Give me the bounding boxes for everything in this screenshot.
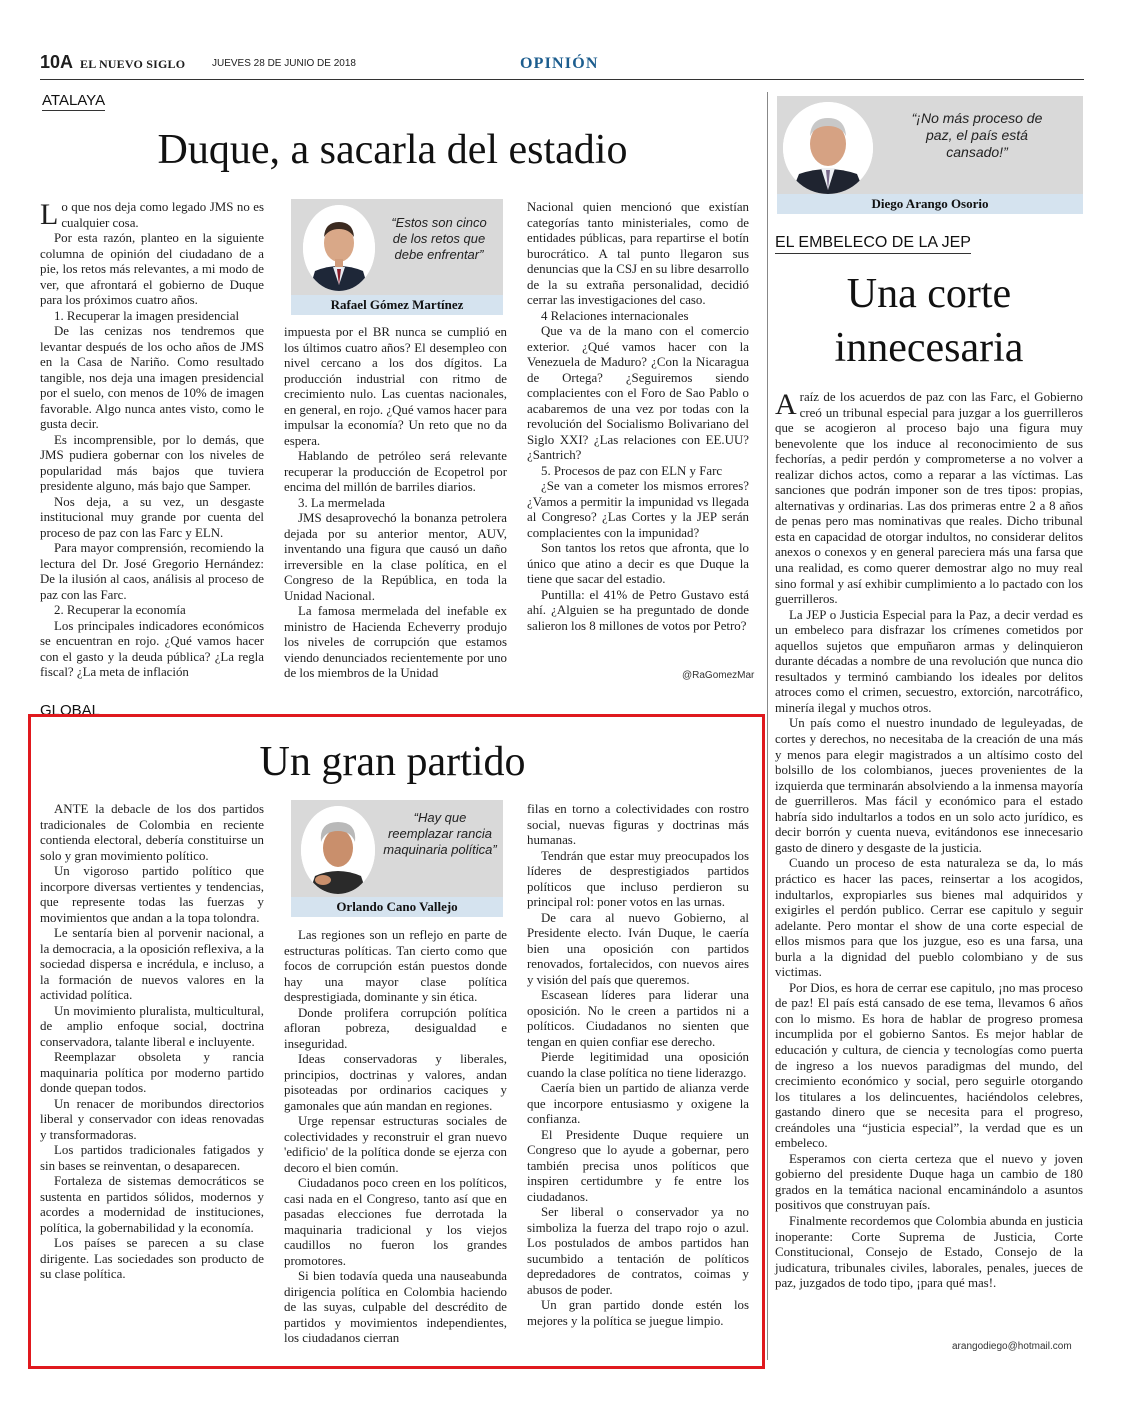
global-author-name: Orlando Cano Vallejo: [291, 897, 503, 917]
global-pull-quote: “Hay que reemplazar rancia maquinaria política”: [383, 810, 497, 857]
jep-headline-line-2: innecesaria: [834, 325, 1024, 371]
newspaper-name: EL NUEVO SIGLO: [80, 57, 186, 71]
jep-author-name: Diego Arango Osorio: [777, 194, 1083, 214]
global-paragraph: Los partidos tradicionales fatigados y sin bases se reinventan, o desaparecen.: [40, 1143, 264, 1173]
global-author-box: [291, 800, 503, 917]
global-paragraph: Un vigoroso partido político que incorpore diversas vertientes y tendencias, que represente todas las fuerzas y movimientos que andan a la topa tolondra.: [40, 864, 264, 925]
atalaya-kicker: ATALAYA: [42, 92, 106, 109]
atalaya-paragraph: Nacional quien mencionó que existían categorías tanto ministeriales, como de entidades públicas, para repartirse el botín burocrático. A tal punto llegaron sus denuncias que la CSJ en su libre desarrollo de la su extraña personalidad, decidió cerrar las investigaciones del caso.: [527, 200, 749, 307]
author-photo: [303, 205, 375, 291]
jep-author-email: arangodiego@hotmail.com: [952, 1341, 1072, 1352]
atalaya-subhead: 1. Recuperar la imagen presidencial: [54, 308, 240, 323]
atalaya-paragraph: Es incomprensible, por lo demás, que JMS pudiera gobernar con los niveles de popularidad más bajos que tuviera presidente alguno, más bajo que Samper.: [40, 432, 264, 493]
global-paragraph: De cara al nuevo Gobierno, al Presidente electo. Iván Duque, le caería bien una oposición con partidos renovados, fortalecidos, con nuevos aires y visión del país que queremos.: [527, 910, 749, 987]
global-column-3: [527, 802, 749, 1329]
global-paragraph: Un gran partido donde estén los mejores y la política se juegue limpio.: [527, 1298, 749, 1328]
atalaya-author-box: [291, 199, 503, 315]
global-paragraph: Ciudadanos poco creen en los políticos, casi nada en el Congreso, tanto así que en pasadas elecciones fue derrotada la maquinaria tradicional y los viejos caudillos no fueron los grandes promotores.: [284, 1176, 507, 1268]
atalaya-subhead: 4 Relaciones internacionales: [541, 308, 689, 323]
atalaya-paragraph: ¿Se van a cometer los mismos errores? ¿Vamos a permitir la impunidad vs llegada al Congreso? ¿Las Cortes y la JEP serán complacientes con la impunidad?: [527, 479, 749, 540]
jep-body: [775, 390, 1083, 1292]
global-column-2: [284, 928, 507, 1347]
jep-paragraph: Araíz de los acuerdos de paz con las Farc, el Gobierno creó un tribunal especial para juzgar a los guerrilleros que se acogieron al proceso bajo una figura muy benevolente que los induce al reconocimiento de sus fechorías, a pedir perdón y comprometerse a no volver a realizar dichos actos, como a reparar a las víctimas. Las sanciones que podrán imponer son de tres tipos: propias, alternativas y ordinarias. Las dos primeras entre 2 a 8 años de penas pero mas nominativas que reales. Dicho tribunal esta en capacidad de otorgar indultos, no considerar delitos anexos o conexos y en general pareciera más una farsa que una realidad, es como querer demostrar algo no muy real sino formal y así exhibir cumplimiento a lo pactado con los guerrilleros.: [775, 388, 1083, 607]
global-paragraph: Urge repensar estructuras sociales de colectividades y reconstruir el gran nuevo 'edificio' de la política donde se ejerza con decoro el bien común.: [284, 1114, 507, 1175]
global-paragraph: ANTE la debacle de los dos partidos tradicionales de Colombia en reciente contienda electoral, debería constituirse un solo y gran movimiento político.: [40, 802, 264, 863]
global-headline: Un gran partido: [259, 739, 526, 785]
atalaya-paragraph: Hablando de petróleo será relevante recuperar la producción de Ecopetrol por encima del millón de barriles diarios.: [284, 449, 507, 494]
jep-paragraph: La JEP o Justicia Especial para la Paz, a decir verdad es un embeleco para disfrazar los crímenes cometidos por aquellos sujetos que empuñaron armas y delinquieron durante décadas a nombre de una revolución que nunca dio resultados y terminó cambiando los ideales por delitos atroces como el crimen, secuestro, extorción, narcotráfico, minería ilegal y muchos otros.: [775, 607, 1083, 715]
atalaya-author-name: Rafael Gómez Martínez: [291, 295, 503, 315]
global-kicker: GLOBAL: [40, 702, 101, 719]
global-paragraph: Ser liberal o conservador ya no simboliza la fuerza del trapo rojo o azul. Los postulados de ambos partidos han sucumbido a tentación de políticos depredadores de contratos, coimas y abusos de poder.: [527, 1205, 749, 1297]
author-photo: [783, 102, 873, 194]
atalaya-paragraph: Para mayor comprensión, recomiendo la lectura del Dr. José Gregorio Hernández: De la ilusión al caos, análisis al proceso de paz con las Farc.: [40, 541, 264, 602]
issue-date: JUEVES 28 DE JUNIO DE 2018: [212, 58, 356, 69]
author-photo: [301, 806, 375, 894]
atalaya-column-2: [284, 325, 507, 682]
global-paragraph: El Presidente Duque requiere un Congreso que lo ayude a gobernar, pero también precisa unos políticos que inspiren certidumbre y fe entre los ciudadanos.: [527, 1127, 749, 1204]
atalaya-paragraph: Nos deja, a su vez, un desgaste institucional muy grande por cuenta del proceso de paz con las Farc y ELN.: [40, 494, 264, 540]
atalaya-paragraph: De las cenizas nos tendremos que levantar después de los ocho años de JMS en la Casa de Nariño. Como resultado tangible, nos deja una imagen presidencial por el suelo, con menos de 10% de imagen favorable. Algo nunca antes visto, como le gusta decir.: [40, 324, 264, 431]
page-header: [40, 50, 1084, 80]
atalaya-paragraph: Puntilla: el 41% de Petro Gustavo está ahí. ¿Alguien se ha preguntado de donde salieron los 8 millones de votos por Petro?: [527, 587, 749, 633]
global-paragraph: Fortaleza de sistemas democráticos se sustenta en partidos sólidos, modernos y acordes a modernidad de instituciones, política, la gobernabilidad y la economía.: [40, 1174, 264, 1235]
jep-paragraph: Esperamos con cierta certeza que el nuevo y joven gobierno del presidente Duque haga un cambio de 180 grados en la temática nacional encaminándolo a asuntos positivos que construyan país.: [775, 1151, 1083, 1213]
global-paragraph: Tendrán que estar muy preocupados los líderes de desprestigiados partidos políticos que incluso perdieron su principal rol: poner votos en las urnas.: [527, 848, 749, 909]
atalaya-paragraph: impuesta por el BR nunca se cumplió en los últimos cuatro años? El desempleo con nivel cercano a los dos dígitos. La producción industrial con ritmo de crecimiento nulo. Las cuentas nacionales, en general, en rojo. ¿Qué vamos hacer para impulsar la economía? Un reto que no da espera.: [284, 325, 507, 448]
atalaya-headline: Duque, a sacarla del estadio: [157, 127, 628, 173]
jep-pull-quote: “¡No más proceso de paz, el país está cansado!”: [911, 110, 1043, 160]
atalaya-subhead: 3. La mermelada: [298, 495, 385, 510]
atalaya-paragraph: Que va de la mano con el comercio exterior. ¿Qué vamos hacer con la Venezuela de Maduro? ¿Con la Nicaragua de Ortega? ¿Seguiremos siendo complacientes con el Foro de Sao Pablo o acabaremos de una vez por todas con la revolución del Socialismo Bolivariano del Siglo XXI? ¿Las relaciones con EE.UU? ¿Santrich?: [527, 324, 749, 462]
jep-kicker: EL EMBELECO DE LA JEP: [775, 234, 971, 254]
column-divider: [767, 92, 768, 1360]
global-paragraph: Un renacer de moribundos directorios liberal y conservador con ideas renovadas y transformadoras.: [40, 1096, 264, 1142]
atalaya-pull-quote: “Estos son cinco de los retos que debe enfrentar”: [391, 215, 487, 262]
drop-cap: L: [40, 198, 59, 231]
global-paragraph: Caería bien un partido de alianza verde que incorpore entusiasmo y oxigene la confianza.: [527, 1081, 749, 1126]
global-paragraph: Si bien todavía queda una nauseabunda dirigencia política en Colombia haciendo de las suyas, culpable del descrédito de partidos y movimientos independientes, los ciudadanos cierran: [284, 1269, 507, 1345]
atalaya-paragraph: Son tantos los retos que afronta, que lo único que atino a decir es que Duque la tiene que sacar del estadio.: [527, 541, 749, 586]
jep-paragraph: Un país como el nuestro inundado de leguleyadas, de cortes y derechos, no necesitaba de la creación de una más y menos para elegir magistrados a un altísimo costo del bolsillo de los colombianos, jueces provenientes de la izquierda que terminarán absolviendo a la inmensa mayoría de guerrilleros. Mas fácil y económico para el estado habría sido indultarlos a todos en un solo acto jurídico, es decir borrón y cuenta nueva, evitándonos ese innecesario gasto de dinero y desgaste de la justicia.: [775, 716, 1083, 855]
global-paragraph: Reemplazar obsoleta y rancia maquinaria política por moderno partido donde quepan todos.: [40, 1050, 264, 1095]
drop-cap: A: [775, 388, 797, 421]
atalaya-paragraph: Lo que nos deja como legado JMS no es cualquier cosa.: [40, 198, 264, 231]
global-paragraph: Ideas conservadoras y liberales, principios, doctrinas y valores, andan pisoteadas por ordinarios caciques y gamonales que aún mandan en regiones.: [284, 1052, 507, 1113]
atalaya-subhead: 5. Procesos de paz con ELN y Farc: [541, 463, 723, 478]
atalaya-paragraph: Los principales indicadores económicos se encuentran en rojo. ¿Qué vamos hacer con el gasto y la deuda pública? ¿La regla fiscal? ¿La meta de inflación: [40, 618, 264, 679]
jep-paragraph: Cuando un proceso de esta naturaleza se da, lo más práctico es hacer las paces, reinsertar a los acogidos, indultarlos, expropiarles sus bienes mal adquiridos y exigirles el perdón publico. Cerrar ese capitulo y seguir adelante. Pero montar el show de una corte especial de ellos mismos para que los juzgue, eso es una farsa, una burla a la dignidad del pueblo colombiano y de sus victimas.: [775, 856, 1083, 980]
jep-paragraph: Finalmente recordemos que Colombia abunda en justicia inoperante: Corte Suprema de Justicia, Corte Constitucional, Consejo de Estado, Consejo de la judicatura, tribunales civiles, laborales, penales, jueces de paz, juzgados de todo tipo, ¡para qué mas!.: [775, 1213, 1083, 1291]
global-paragraph: Las regiones son un reflejo en parte de estructuras políticas. Tan cierto como que focos de corrupción están puestos donde hay una mayor clase política desprestigiada, dominante y sin ética.: [284, 928, 507, 1004]
global-paragraph: Donde prolifera corrupción política afloran pobreza, desigualdad e inseguridad.: [284, 1005, 507, 1051]
global-paragraph: Pierde legitimidad una oposición cuando la clase política no tiene liderazgo.: [527, 1050, 749, 1080]
global-paragraph: Le sentaría bien al porvenir nacional, a la democracia, a la oposición reflexiva, a la sociedad dispersa e incrédula, e incluso, a la formación de nuevos valores en la actividad política.: [40, 926, 264, 1002]
global-paragraph: Los países se parecen a su clase dirigente. Las sociedades son producto de su clase política.: [40, 1236, 264, 1281]
global-paragraph: Escasean líderes para liderar una oposición. No le creen a partidos ni a políticos. Ciudadanos no sienten que tengan en quien confiar ese derecho.: [527, 988, 749, 1049]
jep-headline-line-1: Una corte: [846, 271, 1012, 317]
jep-author-box: [777, 96, 1083, 214]
global-column-1: [40, 802, 264, 1283]
page-number: 10A: [40, 52, 74, 72]
section-title: OPINIÓN: [520, 55, 599, 72]
atalaya-paragraph: La famosa mermelada del inefable ex ministro de Hacienda Echeverry produjo los niveles de corrupción que estamos viendo denunciados recientemente por uno de los miembros de la Unidad: [284, 604, 507, 680]
atalaya-paragraph: Por esta razón, planteo en la siguiente columna de opinión del ciudadano de a pie, los retos más relevantes, a mi modo de ver, que afrontará el gobierno de Duque para los próximos cuatro años.: [40, 231, 264, 307]
atalaya-twitter-handle: @RaGomezMar: [682, 670, 755, 681]
atalaya-column-1: [40, 200, 264, 681]
jep-paragraph: Por Dios, es hora de cerrar ese capitulo, ¡no mas proceso de paz! El país está cansado de ese tema, llevamos 6 años con lo mismo. Es hora de hablar de progreso promesa incumplida por el gobierno Santos. Es mejor hablar de educación y cultura, de ciencia y tecnologías como puerta de ingreso a los nuevos paradigmas del mundo, del crecimiento económico y social, pero seguirle otorgando los titulares a los delincuentes, haciéndolos celebres, gastando dinero que se necesita para el progreso, creándoles una “justicia especial”, la verdad que es un embeleco.: [775, 980, 1083, 1151]
atalaya-column-3: [527, 200, 749, 634]
atalaya-paragraph: JMS desaprovechó la bonanza petrolera dejada por su anterior mentor, AUV, inventando una figura que causó un daño irreversible en la clase política, en el Congreso de la República, en toda la Unidad Nacional.: [284, 511, 507, 603]
global-paragraph: Un movimiento pluralista, multicultural, de amplio enfoque social, doctrina conservadora, talante liberal e incluyente.: [40, 1003, 264, 1049]
global-paragraph: filas en torno a colectividades con rostro social, nuevas figuras y doctrinas más humanas.: [527, 802, 749, 847]
atalaya-subhead: 2. Recuperar la economía: [54, 603, 186, 617]
